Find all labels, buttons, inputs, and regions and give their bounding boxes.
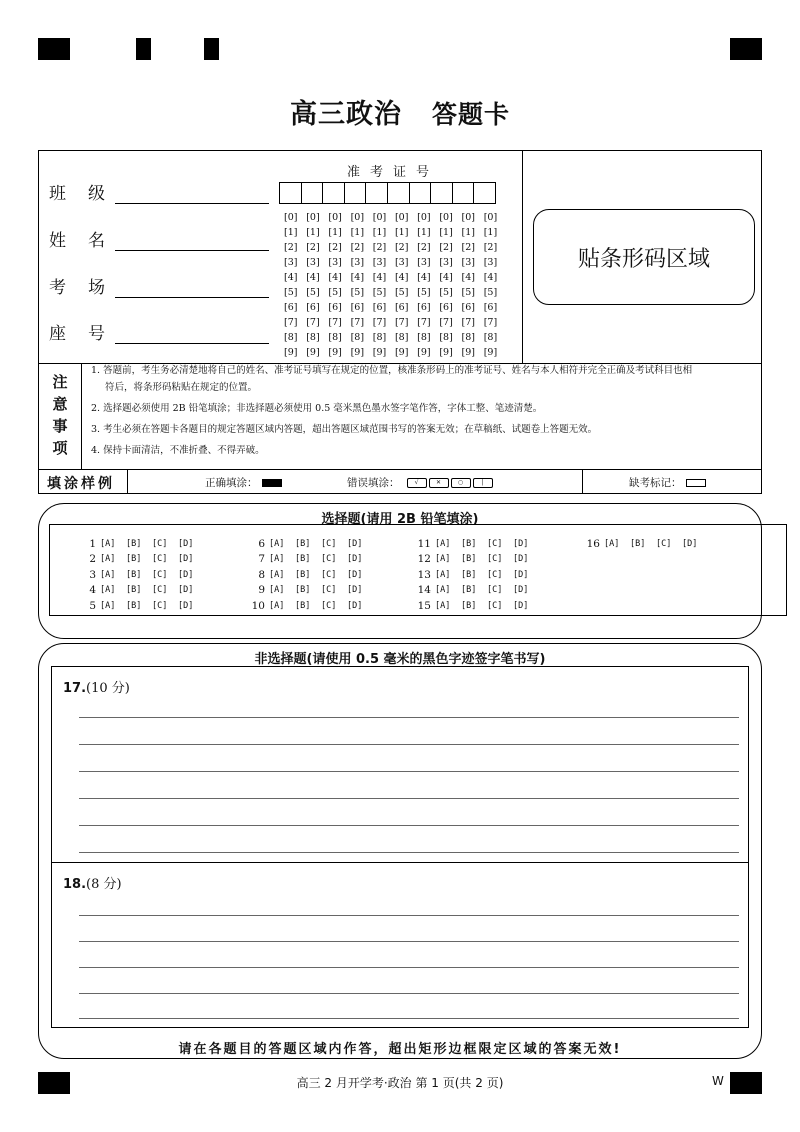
option-bubble[interactable]: [C] — [152, 538, 168, 549]
option-bubble[interactable]: [C] — [321, 538, 337, 549]
digit-row — [284, 315, 506, 330]
digit-row — [284, 225, 506, 240]
digit-bubble[interactable]: [5] — [461, 287, 475, 298]
option-bubble[interactable]: [D] — [513, 585, 529, 596]
digit-row — [284, 210, 506, 225]
option-bubble[interactable]: [B] — [461, 538, 477, 549]
question-number: 1 — [89, 537, 96, 550]
digit-bubble[interactable]: [5] — [439, 287, 453, 298]
wrong-mark-cross: ✕ — [429, 478, 449, 488]
question-number: 6 — [258, 537, 265, 550]
absent-mark-sample: 缺考标记： — [629, 475, 706, 490]
digit-bubble[interactable]: [3] — [372, 257, 387, 268]
digit-bubble[interactable]: [4] — [483, 272, 498, 283]
digit-bubble[interactable]: [5] — [284, 287, 298, 298]
option-bubble[interactable]: [A] — [604, 538, 620, 549]
option-bubble[interactable]: [A] — [269, 569, 285, 580]
exam-room-input-line[interactable] — [115, 280, 269, 298]
digit-bubble[interactable]: [6] — [394, 302, 409, 313]
digit-bubble[interactable]: [8] — [394, 332, 409, 343]
digit-bubble[interactable]: [2] — [328, 242, 342, 253]
option-bubble[interactable]: [D] — [178, 554, 194, 565]
choice-column — [247, 536, 373, 614]
digit-bubble[interactable]: [0] — [417, 212, 431, 223]
digit-bubble[interactable]: [6] — [461, 302, 475, 313]
option-bubble[interactable]: [C] — [656, 538, 672, 549]
digit-bubble[interactable]: [1] — [372, 227, 387, 238]
option-bubble[interactable]: [D] — [682, 538, 698, 549]
digit-bubble[interactable]: [6] — [483, 302, 498, 313]
option-bubble[interactable]: [A] — [435, 538, 451, 549]
digit-bubble[interactable]: [0] — [350, 212, 365, 223]
choice-question-row — [247, 567, 373, 583]
option-bubble[interactable]: [B] — [630, 538, 646, 549]
option-bubble[interactable]: [A] — [269, 585, 285, 596]
digit-bubble[interactable]: [3] — [483, 257, 498, 268]
option-bubble[interactable]: [C] — [487, 554, 503, 565]
digit-row — [284, 270, 506, 285]
choice-question-row — [413, 536, 539, 552]
digit-bubble[interactable]: [1] — [350, 227, 365, 238]
digit-bubble[interactable]: [3] — [328, 257, 342, 268]
admission-digit-grid[interactable] — [284, 210, 506, 360]
digit-bubble[interactable]: [9] — [306, 347, 320, 358]
option-bubble[interactable]: [B] — [126, 538, 142, 549]
option-bubble[interactable]: [A] — [435, 600, 451, 611]
choice-column — [413, 536, 539, 614]
choice-question-row — [413, 552, 539, 568]
absent-mark-box[interactable] — [686, 479, 706, 487]
option-bubble[interactable]: [A] — [269, 538, 285, 549]
digit-row — [284, 285, 506, 300]
digit-bubble[interactable]: [0] — [284, 212, 298, 223]
digit-bubble[interactable]: [9] — [417, 347, 431, 358]
digit-bubble[interactable]: [4] — [284, 272, 298, 283]
title-card: 答题卡 — [431, 100, 510, 129]
class-field[interactable]: 班 级 — [49, 179, 269, 204]
option-bubble[interactable]: [C] — [321, 585, 337, 596]
seat-field[interactable]: 座 号 — [49, 319, 269, 344]
option-bubble[interactable]: [B] — [295, 569, 311, 580]
digit-bubble[interactable]: [0] — [372, 212, 387, 223]
digit-bubble[interactable]: [2] — [394, 242, 409, 253]
digit-bubble[interactable]: [3] — [461, 257, 475, 268]
option-bubble[interactable]: [A] — [100, 569, 116, 580]
choice-section-title: 选择题(请用 2B 铅笔填涂) — [321, 512, 479, 527]
question-number: 2 — [89, 553, 96, 566]
option-bubble[interactable]: [A] — [100, 538, 116, 549]
digit-bubble[interactable]: [8] — [417, 332, 431, 343]
digit-bubble[interactable]: [7] — [439, 317, 453, 328]
choice-question-row — [78, 583, 204, 599]
notes-text — [91, 364, 755, 465]
digit-bubble[interactable]: [0] — [394, 212, 409, 223]
option-bubble[interactable]: [D] — [513, 600, 529, 611]
choice-question-row — [247, 536, 373, 552]
correct-fill-sample: 正确填涂： — [205, 475, 282, 490]
digit-bubble[interactable]: [6] — [417, 302, 431, 313]
option-bubble[interactable]: [C] — [487, 569, 503, 580]
answer-area-warning: 请在各题目的答题区域内作答，超出矩形边框限定区域的答案无效! — [178, 1042, 622, 1057]
option-bubble[interactable]: [A] — [435, 554, 451, 565]
digit-bubble[interactable]: [4] — [439, 272, 453, 283]
digit-bubble[interactable]: [9] — [439, 347, 453, 358]
option-bubble[interactable]: [B] — [461, 569, 477, 580]
option-bubble[interactable]: [D] — [347, 569, 363, 580]
option-bubble[interactable]: [A] — [100, 554, 116, 565]
digit-bubble[interactable]: [6] — [284, 302, 298, 313]
page-title — [0, 92, 800, 131]
digit-bubble[interactable]: [3] — [306, 257, 320, 268]
answer-block-18[interactable] — [52, 863, 748, 1029]
option-bubble[interactable]: [B] — [126, 569, 142, 580]
question-number: 15 — [417, 599, 431, 612]
option-bubble[interactable]: [D] — [347, 538, 363, 549]
digit-bubble[interactable]: [2] — [350, 242, 365, 253]
digit-bubble[interactable]: [1] — [461, 227, 475, 238]
digit-bubble[interactable]: [5] — [350, 287, 365, 298]
digit-bubble[interactable]: [4] — [328, 272, 342, 283]
digit-bubble[interactable]: [3] — [439, 257, 453, 268]
option-bubble[interactable]: [D] — [513, 569, 529, 580]
question-number: 13 — [417, 568, 431, 581]
name-input-line[interactable] — [115, 233, 269, 251]
choice-question-row — [582, 536, 708, 552]
answer-block-17[interactable] — [52, 667, 748, 863]
name-field[interactable]: 姓 名 — [49, 226, 269, 251]
digit-bubble[interactable]: [3] — [284, 257, 298, 268]
student-info-box — [38, 150, 762, 494]
question-number: 5 — [89, 599, 96, 612]
digit-bubble[interactable]: [7] — [394, 317, 409, 328]
option-bubble[interactable]: [A] — [269, 554, 285, 565]
notes-label: 注 意 事 项 — [52, 373, 68, 457]
option-bubble[interactable]: [D] — [513, 554, 529, 565]
digit-bubble[interactable]: [5] — [372, 287, 387, 298]
option-bubble[interactable]: [A] — [435, 569, 451, 580]
choice-question-row — [78, 598, 204, 614]
digit-bubble[interactable]: [2] — [417, 242, 431, 253]
digit-bubble[interactable]: [1] — [483, 227, 498, 238]
digit-row — [284, 240, 506, 255]
option-bubble[interactable]: [B] — [126, 585, 142, 596]
option-bubble[interactable]: [C] — [152, 554, 168, 565]
digit-bubble[interactable]: [7] — [461, 317, 475, 328]
digit-bubble[interactable]: [4] — [372, 272, 387, 283]
choice-question-row — [78, 536, 204, 552]
digit-bubble[interactable]: [3] — [417, 257, 431, 268]
wrong-mark-check: √ — [407, 478, 427, 488]
option-bubble[interactable]: [D] — [347, 600, 363, 611]
option-bubble[interactable]: [B] — [295, 585, 311, 596]
digit-bubble[interactable]: [8] — [328, 332, 342, 343]
choice-question-row — [413, 583, 539, 599]
option-bubble[interactable]: [C] — [487, 538, 503, 549]
question-number: 9 — [258, 584, 265, 597]
option-bubble[interactable]: [B] — [295, 600, 311, 611]
digit-bubble[interactable]: [1] — [417, 227, 431, 238]
option-bubble[interactable]: [C] — [321, 600, 337, 611]
digit-bubble[interactable]: [0] — [328, 212, 342, 223]
digit-bubble[interactable]: [2] — [372, 242, 387, 253]
digit-bubble[interactable]: [2] — [306, 242, 320, 253]
digit-bubble[interactable]: [2] — [461, 242, 475, 253]
option-bubble[interactable]: [A] — [269, 600, 285, 611]
digit-bubble[interactable]: [9] — [350, 347, 365, 358]
digit-bubble[interactable]: [0] — [461, 212, 475, 223]
fill-sample-row — [39, 470, 761, 494]
digit-bubble[interactable]: [2] — [284, 242, 298, 253]
option-bubble[interactable]: [C] — [487, 600, 503, 611]
option-bubble[interactable]: [A] — [100, 600, 116, 611]
option-bubble[interactable]: [D] — [178, 600, 194, 611]
note-1: 1. 答题前，考生务必清楚地将自己的姓名、准考证号填写在规定的位置，核准条形码上的准考证号、姓名与本人相符并完全正确及考试科目也相 — [91, 365, 693, 376]
choice-question-row — [413, 598, 539, 614]
wrong-fill-sample: 错误填涂： √ ✕ ○ | — [347, 475, 494, 490]
digit-bubble[interactable]: [4] — [306, 272, 320, 283]
digit-bubble[interactable]: [7] — [306, 317, 320, 328]
question-number: 7 — [258, 553, 265, 566]
digit-bubble[interactable]: [2] — [483, 242, 498, 253]
digit-bubble[interactable]: [1] — [439, 227, 453, 238]
correct-fill-mark — [262, 479, 282, 487]
question-number: 12 — [417, 553, 431, 566]
digit-bubble[interactable]: [1] — [394, 227, 409, 238]
option-bubble[interactable]: [C] — [321, 554, 337, 565]
question-18-label: 18.(8 分) — [63, 877, 122, 892]
digit-bubble[interactable]: [8] — [483, 332, 498, 343]
option-bubble[interactable]: [B] — [461, 585, 477, 596]
digit-bubble[interactable]: [5] — [417, 287, 431, 298]
digit-bubble[interactable]: [5] — [306, 287, 320, 298]
title-subject: 高三政治 — [289, 99, 402, 130]
digit-bubble[interactable]: [8] — [306, 332, 320, 343]
registration-mark-top-left — [38, 38, 70, 60]
digit-bubble[interactable]: [0] — [483, 212, 498, 223]
digit-bubble[interactable]: [7] — [417, 317, 431, 328]
choice-question-row — [413, 567, 539, 583]
digit-row — [284, 345, 506, 360]
option-bubble[interactable]: [B] — [126, 600, 142, 611]
option-bubble[interactable]: [D] — [513, 538, 529, 549]
choice-question-row — [247, 583, 373, 599]
option-bubble[interactable]: [D] — [178, 538, 194, 549]
nonchoice-section-title: 非选择题(请使用 0.5 毫米的黑色字迹签字笔书写) — [254, 652, 546, 667]
digit-bubble[interactable]: [9] — [483, 347, 498, 358]
digit-bubble[interactable]: [9] — [284, 347, 298, 358]
option-bubble[interactable]: [D] — [178, 569, 194, 580]
option-bubble[interactable]: [B] — [126, 554, 142, 565]
seat-input-line[interactable] — [115, 326, 269, 344]
digit-bubble[interactable]: [6] — [306, 302, 320, 313]
choice-section — [38, 503, 762, 639]
wrong-mark-line: | — [473, 478, 493, 488]
question-number: 3 — [89, 568, 96, 581]
fill-sample-title: 填涂样例 — [47, 476, 115, 492]
choice-question-row — [247, 552, 373, 568]
option-bubble[interactable]: [C] — [152, 585, 168, 596]
option-bubble[interactable]: [B] — [461, 554, 477, 565]
admission-number-cells[interactable] — [280, 182, 496, 204]
choice-question-row — [78, 567, 204, 583]
digit-bubble[interactable]: [6] — [439, 302, 453, 313]
option-bubble[interactable]: [D] — [347, 554, 363, 565]
digit-bubble[interactable]: [8] — [461, 332, 475, 343]
registration-mark-top-right — [730, 38, 762, 60]
option-bubble[interactable]: [A] — [435, 585, 451, 596]
digit-bubble[interactable]: [4] — [394, 272, 409, 283]
note-4: 4. 保持卡面清洁，不准折叠、不得弄破。 — [91, 445, 265, 456]
digit-bubble[interactable]: [8] — [439, 332, 453, 343]
digit-bubble[interactable]: [7] — [328, 317, 342, 328]
footer-code: W — [712, 1074, 724, 1088]
digit-bubble[interactable]: [5] — [394, 287, 409, 298]
note-1-cont: 符后，将条形码粘贴在规定的位置。 — [105, 382, 258, 393]
digit-bubble[interactable]: [3] — [350, 257, 365, 268]
option-bubble[interactable]: [C] — [152, 569, 168, 580]
option-bubble[interactable]: [C] — [152, 600, 168, 611]
digit-bubble[interactable]: [4] — [350, 272, 365, 283]
digit-bubble[interactable]: [4] — [461, 272, 475, 283]
digit-bubble[interactable]: [7] — [350, 317, 365, 328]
digit-bubble[interactable]: [9] — [461, 347, 475, 358]
option-bubble[interactable]: [B] — [295, 554, 311, 565]
barcode-area: 贴条形码区域 — [533, 209, 755, 305]
question-number: 14 — [417, 584, 431, 597]
question-number: 11 — [417, 537, 431, 550]
question-number: 4 — [89, 584, 96, 597]
option-bubble[interactable]: [C] — [321, 569, 337, 580]
digit-bubble[interactable]: [1] — [328, 227, 342, 238]
digit-bubble[interactable]: [1] — [284, 227, 298, 238]
option-bubble[interactable]: [D] — [347, 585, 363, 596]
choice-column — [582, 536, 708, 552]
choice-column — [78, 536, 204, 614]
answer-area — [51, 666, 749, 1028]
digit-bubble[interactable]: [9] — [372, 347, 387, 358]
option-bubble[interactable]: [C] — [487, 585, 503, 596]
digit-row — [284, 255, 506, 270]
digit-row — [284, 330, 506, 345]
choice-question-row — [78, 552, 204, 568]
digit-bubble[interactable]: [3] — [394, 257, 409, 268]
registration-mark-top-3 — [204, 38, 219, 60]
class-input-line[interactable] — [115, 186, 269, 204]
digit-bubble[interactable]: [5] — [328, 287, 342, 298]
option-bubble[interactable]: [D] — [178, 585, 194, 596]
digit-bubble[interactable]: [9] — [394, 347, 409, 358]
option-bubble[interactable]: [B] — [295, 538, 311, 549]
digit-bubble[interactable]: [8] — [372, 332, 387, 343]
digit-bubble[interactable]: [7] — [372, 317, 387, 328]
digit-bubble[interactable]: [6] — [328, 302, 342, 313]
question-number: 10 — [251, 599, 265, 612]
question-number: 8 — [258, 568, 265, 581]
digit-bubble[interactable]: [1] — [306, 227, 320, 238]
digit-bubble[interactable]: [6] — [350, 302, 365, 313]
digit-bubble[interactable]: [4] — [417, 272, 431, 283]
question-number: 16 — [586, 537, 600, 550]
digit-row — [284, 300, 506, 315]
digit-bubble[interactable]: [2] — [439, 242, 453, 253]
wrong-mark-circle: ○ — [451, 478, 471, 488]
digit-bubble[interactable]: [8] — [284, 332, 298, 343]
digit-bubble[interactable]: [9] — [328, 347, 342, 358]
page-footer: 高三 2 月开学考·政治 第 1 页(共 2 页) — [296, 1076, 504, 1090]
digit-bubble[interactable]: [7] — [483, 317, 498, 328]
choice-question-row — [247, 598, 373, 614]
nonchoice-section — [38, 643, 762, 1059]
digit-bubble[interactable]: [8] — [350, 332, 365, 343]
registration-mark-top-2 — [136, 38, 151, 60]
digit-bubble[interactable]: [7] — [284, 317, 298, 328]
question-17-label: 17.(10 分) — [63, 681, 130, 696]
digit-bubble[interactable]: [0] — [439, 212, 453, 223]
option-bubble[interactable]: [B] — [461, 600, 477, 611]
digit-bubble[interactable]: [6] — [372, 302, 387, 313]
note-3: 3. 考生必须在答题卡各题目的规定答题区域内答题，超出答题区域范围书写的答案无效；在草稿纸、试题卷上答题无效。 — [91, 424, 598, 435]
choice-grid — [49, 524, 787, 616]
note-2: 2. 选择题必须使用 2B 铅笔填涂；非选择题必须使用 0.5 毫米黑色墨水签字笔作答，字体工整、笔迹清楚。 — [91, 403, 543, 414]
admission-number-title: 准考证号 — [346, 165, 439, 180]
digit-bubble[interactable]: [5] — [483, 287, 498, 298]
option-bubble[interactable]: [A] — [100, 585, 116, 596]
digit-bubble[interactable]: [0] — [306, 212, 320, 223]
exam-room-field[interactable]: 考 场 — [49, 273, 269, 298]
